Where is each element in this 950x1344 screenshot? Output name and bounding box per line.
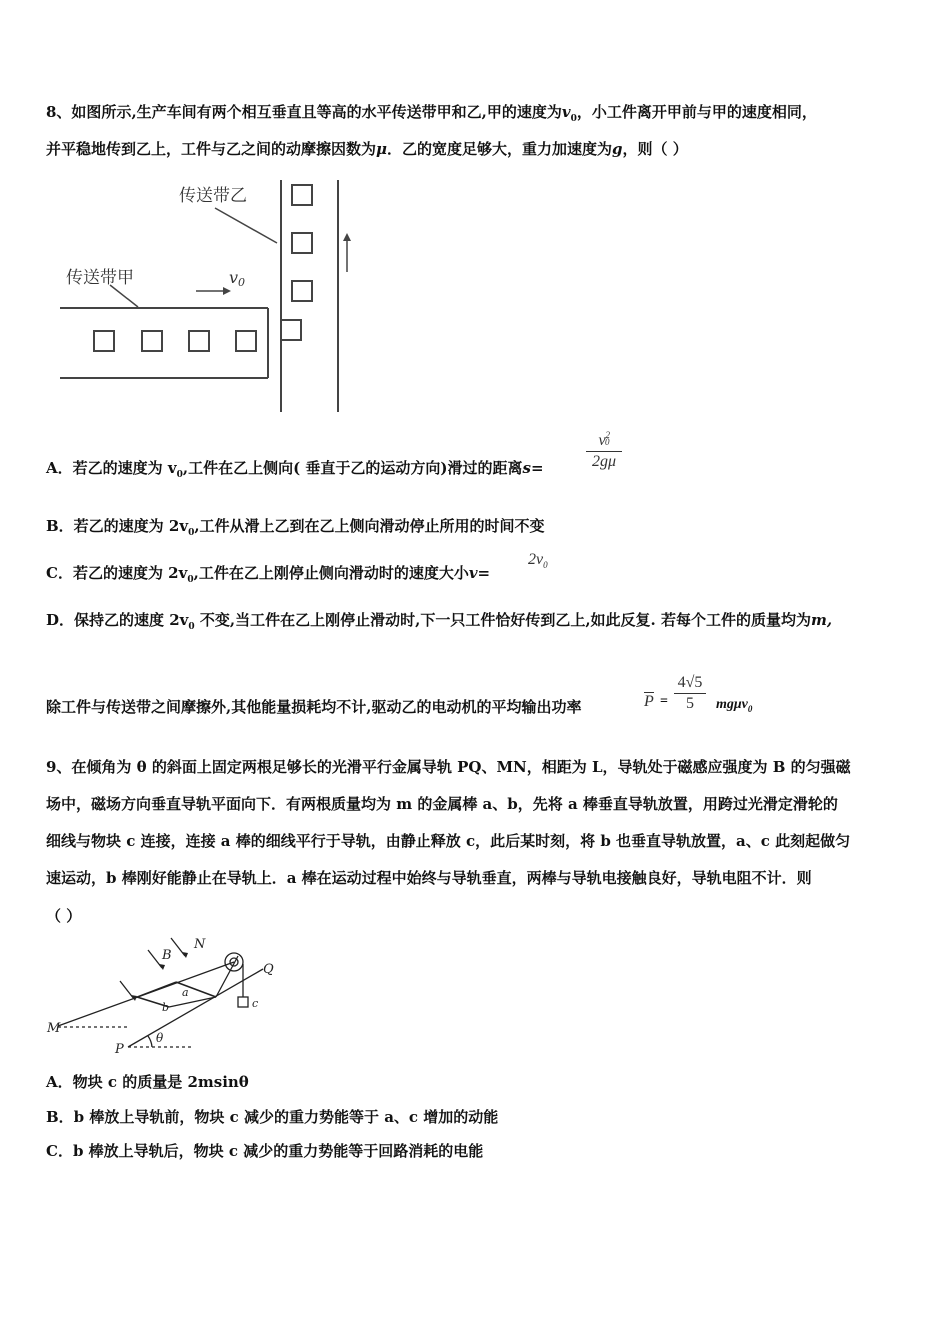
label-Q: Q	[263, 962, 274, 977]
subscript: 0	[176, 470, 183, 480]
fraction-bar	[674, 693, 706, 694]
fraction-denominator: 5	[686, 695, 694, 712]
string	[216, 956, 238, 997]
q9-option-c: C．b 棒放上导轨后，物块 c 减少的重力势能等于回路消耗的电能	[46, 1142, 484, 1160]
workpiece	[94, 331, 114, 351]
fraction-denominator: 2gμ	[591, 453, 617, 470]
subscript: 0	[188, 622, 195, 632]
v0-symbol: v	[561, 103, 571, 121]
label-yi-leader	[215, 208, 277, 243]
m-symbol: m,	[811, 611, 833, 629]
q8-text: ，则（ ）	[622, 140, 688, 158]
workpiece	[189, 331, 209, 351]
label-B: B	[162, 948, 172, 963]
fraction-numerator: 4√5	[677, 674, 703, 691]
workpiece	[292, 233, 312, 253]
workpiece	[236, 331, 256, 351]
q9-line-1: 9、在倾角为 θ 的斜面上固定两根足够长的光滑平行金属导轨 PQ、MN，相距为 L，导轨处于磁感应强度为 B 的匀强磁	[46, 758, 851, 776]
label-b: b	[162, 1001, 170, 1014]
label-P: P	[115, 1042, 124, 1056]
q8-text: ，小工件离开甲前与甲的速度相同，	[576, 103, 817, 121]
power-symbol: P	[644, 693, 654, 710]
field-arrowhead	[159, 964, 165, 970]
option-a-fraction	[584, 432, 624, 471]
q9-line-3: 细线与物块 c 连接，连接 a 棒的细线平行于导轨，由静止释放 c，此后某时刻，将 b 也垂直导轨放置，a、c 此刻起做匀	[46, 832, 851, 850]
q8-text: ．乙的宽度足够大，重力加速度为	[387, 140, 613, 158]
rod-connector	[169, 997, 216, 1007]
workpiece	[292, 281, 312, 301]
label-jia-leader	[110, 285, 138, 307]
workpiece	[142, 331, 162, 351]
option-c-text: C．若乙的速度为 2v	[46, 564, 188, 582]
label-jia: 传送带甲	[66, 268, 134, 288]
subscript: 0	[188, 528, 195, 538]
label-M: M	[47, 1021, 61, 1036]
q8-option-d-line-2	[46, 697, 581, 717]
option-d-text: 除工件与传送带之间摩擦外,其他能量损耗均不计,驱动乙的电动机的平均输出功率	[46, 698, 582, 716]
field-arrowhead	[131, 995, 137, 1001]
q8-line-1	[46, 102, 817, 129]
velocity-arrowhead	[223, 287, 231, 295]
yi-arrowhead	[343, 233, 351, 241]
q9-line-4: 速运动，b 棒刚好能静止在导轨上．a 棒在运动过程中始终与导轨垂直，两棒与导轨电接触良好，导轨电阻不计．则	[46, 869, 812, 887]
v-equals: v=	[468, 564, 491, 582]
q9-line-2: 场中，磁场方向垂直导轨平面向下．有两根质量均为 m 的金属棒 a、b，先将 a 棒垂直导轨放置，用跨过光滑定滑轮的	[46, 795, 838, 813]
option-c-text: ,工件在乙上刚停止侧向滑动时的速度大小	[193, 564, 469, 582]
subscript: 0	[187, 575, 194, 585]
option-c-expression: $2v_0$	[528, 551, 548, 571]
q8-text: 8、如图所示,生产车间有两个相互垂直且等高的水平传送带甲和乙,甲的速度为	[46, 103, 562, 121]
fraction-bar	[586, 451, 622, 452]
label-N: N	[194, 937, 206, 952]
label-c: c	[252, 997, 259, 1010]
field-arrowhead	[182, 952, 188, 958]
equals-sign: =	[660, 694, 668, 709]
option-b-text: B．若乙的速度为 2v	[46, 517, 189, 535]
speed-label: v0	[229, 268, 246, 289]
rod-connector	[137, 982, 176, 997]
option-d-text: 不变,当工件在乙上刚停止滑动时,下一只工件恰好传到乙上,如此反复. 若每个工件的质量均为	[194, 611, 811, 629]
s-equals: s=	[522, 459, 544, 477]
workpiece	[292, 185, 312, 205]
block-c	[238, 997, 248, 1007]
q8-option-c	[46, 563, 490, 590]
q9-line-5: （ ）	[46, 907, 82, 925]
option-a-text: ,工件在乙上侧向( 垂直于乙的运动方向)滑过的距离	[182, 459, 523, 477]
label-a: a	[182, 986, 189, 999]
q8-option-d-line-1	[46, 610, 832, 637]
label-theta: θ	[156, 1031, 164, 1045]
workpiece	[281, 320, 301, 340]
q9-rails-figure	[44, 934, 294, 1056]
v0-subscript: 0	[570, 114, 577, 124]
q8-line-2	[46, 139, 688, 159]
fraction-numerator: $v^20$	[598, 430, 611, 449]
power-tail: mgμv$_0$	[716, 697, 753, 714]
q8-option-a	[46, 458, 544, 485]
option-b-text: ,工件从滑上乙到在乙上侧向滑动停止所用的时间不变	[194, 517, 545, 535]
option-d-text: D．保持乙的速度 2v	[46, 611, 189, 629]
q9-option-a: A．物块 c 的质量是 2msinθ	[46, 1073, 249, 1091]
q8-option-b	[46, 516, 545, 543]
theta-arc	[148, 1036, 152, 1047]
label-yi: 传送带乙	[179, 186, 247, 206]
option-d-fraction	[672, 674, 708, 713]
q8-conveyor-figure	[55, 175, 375, 420]
g-symbol: g	[612, 140, 623, 158]
option-a-text: A．若乙的速度为 v	[46, 459, 177, 477]
mu-symbol: μ	[376, 140, 387, 158]
q8-text: 并平稳地传到乙上，工件与乙之间的动摩擦因数为	[46, 140, 377, 158]
q9-option-b: B．b 棒放上导轨前，物块 c 减少的重力势能等于 a、c 增加的动能	[46, 1108, 499, 1126]
